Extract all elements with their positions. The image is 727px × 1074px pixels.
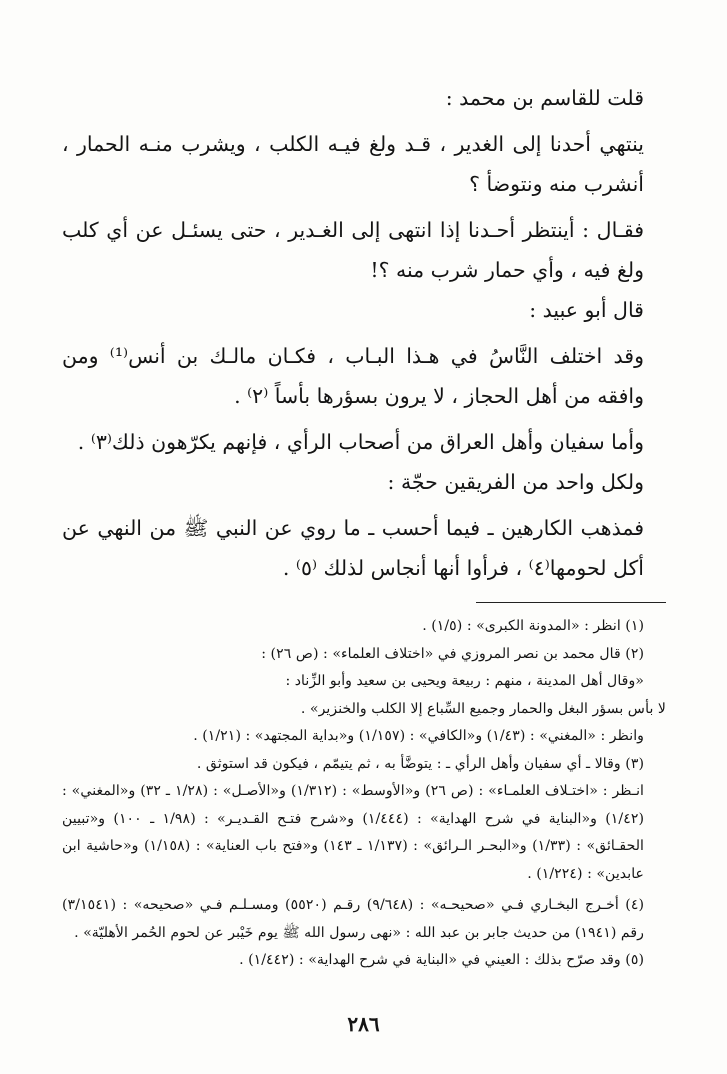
footnote-3: (٣) وقالا ـ أي سفيان وأهل الرأي ـ : يتوضَّأ به ، ثم يتيمّم ، فيكون قد استوثق . (196, 755, 644, 772)
footnote-separator (476, 602, 666, 603)
footnote-3-refs: انـظر : «اختـلاف العلمـاء» : (ص ٢٦) و«الأوسط» : (١/٣١٢) و«الأصـل» : (١/٢٨ ـ ٣٢) و«المغني» : (١/٤٢) و«البناية في شرح الهداية» : (١/٤٤٤) و«شرح فتـح القـديـر» : (١/٩٨ ـ ١٠٠) و«تبيين الحقـائق» : (١/٣٣) و«البحـر الـرائق» : (١/١٣٧ ـ ١٤٣) و«فتح باب العناية» : (١/١٥٨) و«حاشية ابن عابدين» : (١/٢٢٤) . (62, 783, 645, 882)
main-paragraph-6: وأما سفيان وأهل العراق من أصحاب الرأي ، فإنهم يكرّهون ذلك⁽٣⁾ . (77, 430, 644, 454)
page-number: ٢٨٦ (347, 1012, 380, 1036)
footnote-2-refs: وانظر : «المغني» : (١/٤٣) و«الكافي» : (١/١٥٧) و«بداية المجتهد» : (١/٢١) . (193, 728, 644, 744)
footnote-1: (١) انظر : «المدونة الكبرى» : (١/٥) . (422, 618, 644, 634)
footnote-2-quote: «وقال أهل المدينة ، منهم : ربيعة ويحيى بن سعيد وأبو الزِّناد : (285, 673, 644, 689)
main-paragraph-5: وقد اختلف النَّاسُ في هـذا البـاب ، فكـان مالـك بن أنس⁽¹⁾ ومن وافقه من أهل الحجاز ، لا يرون بسؤرها بأساً ⁽٢⁾ . (62, 344, 644, 408)
footnote-2-quote-cont: لا بأس بسؤر البغل والحمار وجميع السِّباع إلا الكلب والخنزير» . (300, 700, 666, 717)
book-page (62, 78, 666, 975)
main-paragraph-8: فمذهب الكارهين ـ فيما أحسب ـ ما روي عن النبي ﷺ من النهي عن أكل لحومها⁽٤⁾ ، فرأوا أنها أنجاس لذلك ⁽٥⁾ . (62, 516, 644, 580)
main-paragraph-4: قال أبو عبيد : (529, 298, 644, 322)
footnotes (62, 613, 666, 975)
main-paragraph-1: قلت للقاسم بن محمد : (445, 86, 644, 110)
main-paragraph-2: ينتهي أحدنا إلى الغدير ، قـد ولغ فيـه الكلب ، ويشرب منـه الحمار ، أنشرب منه ونتوضأ ؟ (62, 132, 644, 196)
main-paragraph-7: ولكل واحد من الفريقين حجّة : (387, 470, 644, 494)
footnote-2: (٢) قال محمد بن نصر المروزي في «اختلاف العلماء» : (ص ٢٦) : (261, 645, 644, 662)
main-paragraph-3: فقـال : أينتظر أحـدنا إذا انتهى إلى الغـدير ، حتى يسئـل عن أي كلب ولغ فيه ، وأي حمار شرب منه ؟! (62, 218, 644, 282)
footnote-5: (٥) وقد صرّح بذلك : العيني في «البناية في شرح الهداية» : (١/٤٤٢) . (239, 952, 644, 968)
main-text (62, 78, 666, 588)
footnote-4: (٤) أخـرج البخـاري فـي «صحيحـه» : (٩/٦٤٨) رقـم (٥٥٢٠) ومسـلـم فـي «صحيحه» : (٣/١٥٤١) رقم (١٩٤١) من حديث جابر بن عبد الله : «نهى رسول الله ﷺ يوم خَيْبر عن لحوم الحُمر الأهليّة» . (62, 897, 644, 941)
